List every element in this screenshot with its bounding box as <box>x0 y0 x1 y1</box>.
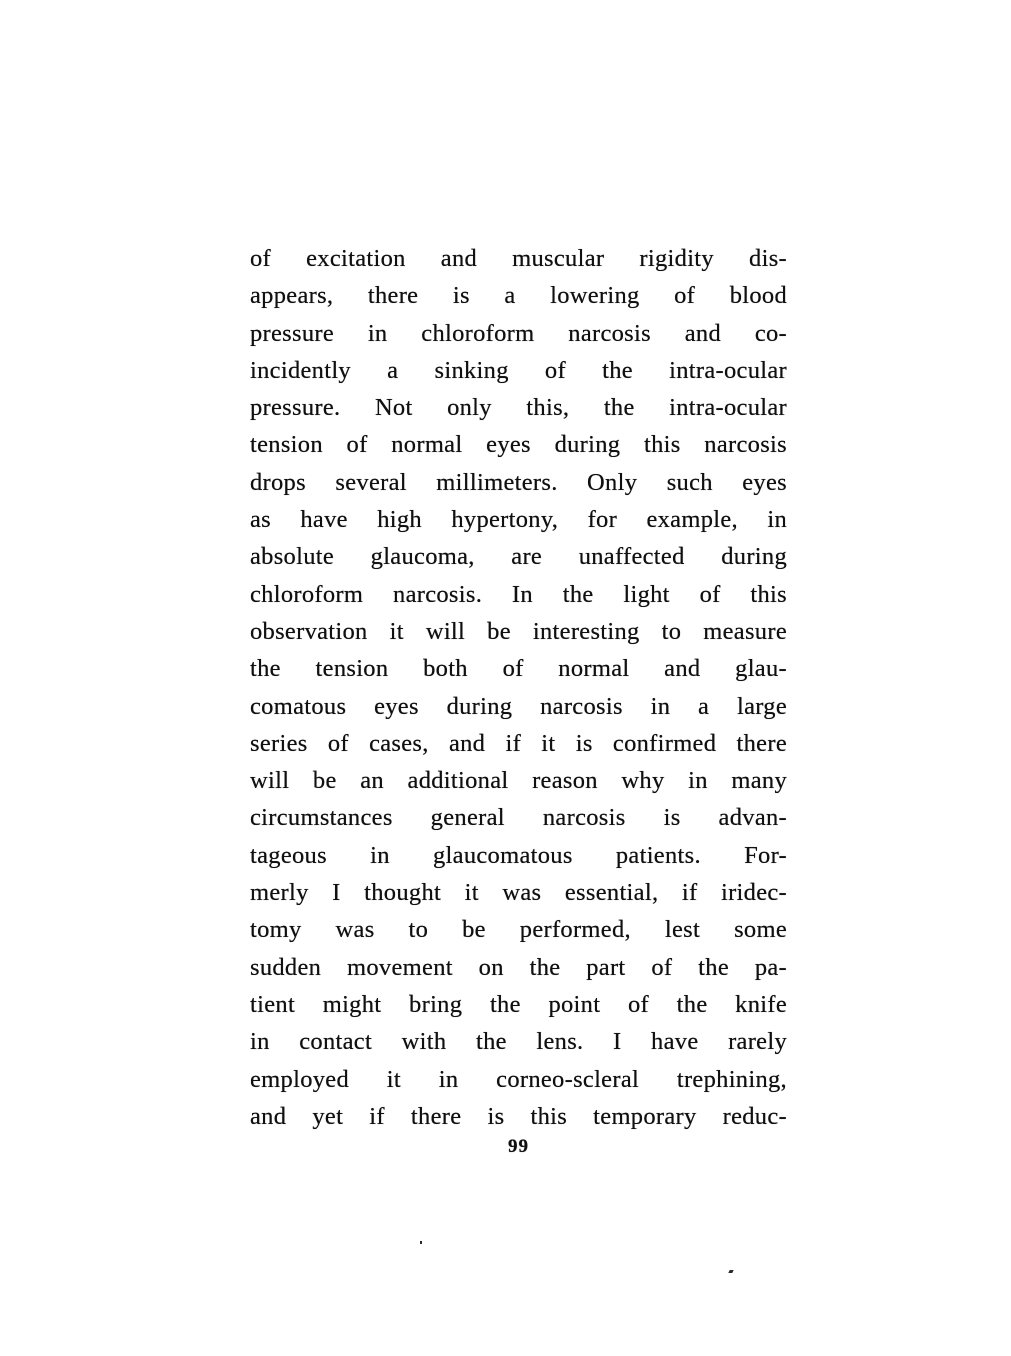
text-line-content: pressure. Not only this, the intra-ocular <box>250 394 787 422</box>
text-line <box>250 538 787 575</box>
text-line <box>250 464 787 501</box>
text-line-content: of excitation and muscular rigidity dis- <box>250 245 787 272</box>
page-number: 99 <box>508 1136 529 1157</box>
text-line <box>250 725 787 762</box>
scan-artifact-dot <box>420 1241 422 1244</box>
text-line <box>250 352 787 389</box>
text-line-content: tient might bring the point of the knife <box>250 990 787 1018</box>
text-line <box>250 1061 787 1098</box>
text-line <box>250 501 787 538</box>
text-line-content: drops several millimeters. Only such eyes <box>250 468 787 496</box>
text-line-content: appears, there is a lowering of blood <box>250 282 787 310</box>
text-line <box>250 986 787 1023</box>
text-line <box>250 650 787 687</box>
text-line <box>250 613 787 650</box>
text-line-content: as have high hypertony, for example, in <box>250 506 787 534</box>
text-line <box>250 762 787 799</box>
text-line-content: tension of normal eyes during this narcosis <box>250 431 787 459</box>
text-line-content: comatous eyes during narcosis in a large <box>250 692 787 720</box>
text-line-content: absolute glaucoma, are unaffected during <box>250 543 787 571</box>
text-line-content: incidently a sinking of the intra-ocular <box>250 356 787 384</box>
text-line <box>250 911 787 948</box>
text-line-content: tomy was to be performed, lest some <box>250 916 787 944</box>
scan-artifact-dot <box>728 1270 733 1273</box>
body-text-block <box>250 240 787 1135</box>
text-line <box>250 315 787 352</box>
text-line <box>250 389 787 426</box>
text-line-content: observation it will be interesting to measure <box>250 617 787 645</box>
text-line <box>250 874 787 911</box>
text-line <box>250 1098 787 1135</box>
text-line-content: circumstances general narcosis is advan- <box>250 804 787 832</box>
text-line-content: the tension both of normal and glau- <box>250 655 787 683</box>
text-line-content: and yet if there is this temporary reduc- <box>250 1102 787 1130</box>
text-line <box>250 949 787 986</box>
text-line <box>250 1023 787 1060</box>
text-line-content: merly I thought it was essential, if iridec- <box>250 879 787 907</box>
text-line <box>250 576 787 613</box>
text-line-content: employed it in corneo-scleral trephining, <box>250 1065 787 1093</box>
text-line-content: sudden movement on the part of the pa- <box>250 953 787 981</box>
text-line <box>250 799 787 836</box>
text-line-content: pressure in chloroform narcosis and co- <box>250 319 787 347</box>
text-line <box>250 277 787 314</box>
text-line-content: chloroform narcosis. In the light of this <box>250 580 787 608</box>
text-line-content: in contact with the lens. I have rarely <box>250 1028 787 1056</box>
text-line <box>250 240 787 277</box>
text-line <box>250 837 787 874</box>
text-line-content: series of cases, and if it is confirmed there <box>250 729 787 757</box>
text-line-content: tageous in glaucomatous patients. For- <box>250 841 787 869</box>
text-line <box>250 688 787 725</box>
text-line-content: will be an additional reason why in many <box>250 767 787 795</box>
text-line <box>250 426 787 463</box>
